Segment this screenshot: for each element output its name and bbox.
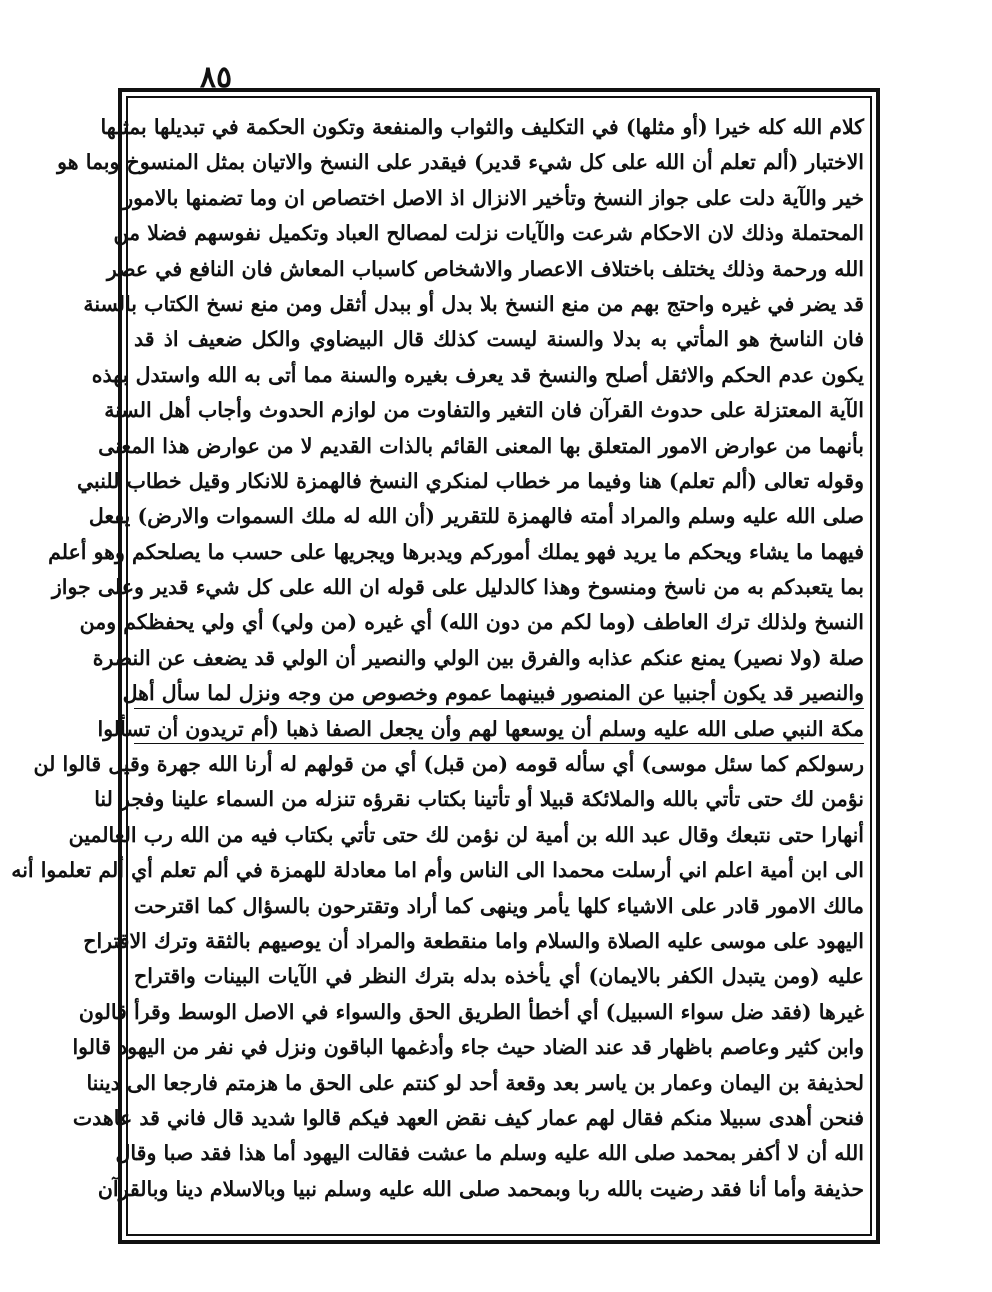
- text-line: المحتملة وذلك لان الاحكام شرعت والآيات نزلت لمصالح العباد وتكميل نفوسهم فضلا من: [113, 221, 864, 246]
- text-line: الى ابن أمية اعلم اني أرسلت محمدا الى الناس وأم اما معادلة للهمزة في ألم تعلم أي ألم تعلموا أنه: [11, 858, 864, 883]
- text-line: حذيفة وأما أنا فقد رضيت بالله ربا وبمحمد صلى الله عليه وسلم نبيا وبالاسلام دينا وبالقرآن: [97, 1176, 864, 1201]
- text-line: والنصير قد يكون أجنبيا عن المنصور فبينهما عموم وخصوص من وجه ونزل لما سأل أهل: [122, 681, 864, 706]
- text-line: بما يتعبدكم به من ناسخ ومنسوخ وهذا كالدليل على قوله ان الله على كل شيء قدير وعلى جواز: [51, 575, 864, 600]
- text-line: اليهود على موسى عليه الصلاة والسلام واما منقطعة والمراد أن يوصيهم بالثقة وترك الاقتراح: [83, 928, 864, 953]
- text-line: خير والآية دلت على جواز النسخ وتأخير الانزال اذ الاصل اختصاص ان وما تضمنها بالامور: [123, 185, 864, 210]
- text-line: أنهارا حتى نتبعك وقال عبد الله بن أمية لن نؤمن لك حتى تأتي بكتاب فيه من الله رب العالمين: [68, 822, 864, 847]
- text-line: الله أن لا أكفر بمحمد صلى الله عليه وسلم ما عشت فقالت اليهود أما هذا فقد صبا وقال: [115, 1141, 864, 1166]
- text-line: وقوله تعالى (ألم تعلم) هنا وفيما مر خطاب لمنكري النسخ فالهمزة للانكار وقيل خطاب للنبي: [76, 468, 864, 493]
- text-line: الآية المعتزلة على حدوث القرآن فان التغير والتفاوت من لوازم الحدوث وأجاب أهل السنة: [104, 398, 864, 423]
- text-line: مكة النبي صلى الله عليه وسلم أن يوسعها لهم وأن يجعل الصفا ذهبا (أم تريدون أن تسألوا: [97, 716, 864, 741]
- main-text-block: [11, 110, 864, 1228]
- text-line: وابن كثير وعاصم باظهار قد عند الضاد حيث جاء وأدغمها الباقون ونزل في نفر من اليهود قالوا: [72, 1035, 864, 1060]
- text-line: لحذيفة بن اليمان وعمار بن ياسر بعد وقعة أحد لو كنتم على الحق ما هزمتم فارجعا الى ديننا: [86, 1070, 864, 1095]
- text-line: كلام الله كله خيرا (أو مثلها) في التكليف والثواب والمنفعة وتكون الحكمة في تبديلها بمثلها: [100, 115, 864, 139]
- text-line: مالك الامور قادر على الاشياء كلها يأمر وينهى كما أراد وتقترحون بالسؤال كما اقترحت: [134, 893, 864, 918]
- text-line: الاختبار (ألم تعلم أن الله على كل شيء قدير) فيقدر على النسخ والاتيان بمثل المنسوخ وبما هو: [57, 150, 864, 175]
- text-line: فنحن أهدى سبيلا منكم فقال لهم عمار كيف نقض العهد فيكم قالوا شديد قال فاني قد عاهدت: [72, 1105, 864, 1130]
- text-line: صلة (ولا نصير) يمنع عنكم عذابه والفرق بين الولي والنصير أن الولي قد يضعف عن النصرة: [92, 645, 864, 670]
- text-line: النسخ ولذلك ترك العاطف (وما لكم من دون الله) أي غيره (من ولي) أي ولي يحفظكم ومن: [79, 610, 864, 635]
- page-number: ٨٥: [199, 60, 233, 95]
- text-line: يكون عدم الحكم والاثقل أصلح والنسخ قد يعرف بغيره والسنة مما أتى به الله واستدل بهذه: [91, 362, 864, 387]
- text-line: فان الناسخ هو المأتي به بدلا والسنة ليست كذلك قال البيضاوي والكل ضعيف اذ قد: [134, 327, 864, 352]
- text-line: فيهما ما يشاء ويحكم ما يريد فهو يملك أموركم ويدبرها ويجريها على حسب ما يصلحكم وهو أعلم: [48, 539, 864, 564]
- text-line: صلى الله عليه وسلم والمراد أمته فالهمزة للتقرير (أن الله له ملك السموات والارض) يفعل: [88, 504, 864, 529]
- text-line: بأنهما من عوارض الامور المتعلق بها المعنى القائم بالذات القديم لا من عوارض هذا المعنى: [98, 433, 864, 458]
- text-line: غيرها (فقد ضل سواء السبيل) أي أخطأ الطريق الحق والسواء في الاصل الوسط وقرأ قالون: [78, 999, 864, 1024]
- text-line: الله ورحمة وذلك يختلف باختلاف الاعصار والاشخاص كاسباب المعاش فان النافع في عصر: [106, 256, 864, 281]
- text-line: عليه (ومن يتبدل الكفر بالايمان) أي يأخذه بدله بترك النظر في الآيات البينات واقتراح: [134, 964, 864, 989]
- text-line: نؤمن لك حتى تأتي بالله والملائكة قبيلا أو تأتينا بكتاب نقرؤه تنزله من السماء علينا وفجر لنا: [94, 787, 864, 812]
- text-line: رسولكم كما سئل موسى) أي سأله قومه (من قبل) أي من قولهم له أرنا الله جهرة وقيل قالوا لن: [33, 752, 864, 777]
- text-line: قد يضر في غيره واحتج بهم من منع النسخ بلا بدل أو ببدل أثقل ومن منع نسخ الكتاب بالسنة: [83, 291, 864, 316]
